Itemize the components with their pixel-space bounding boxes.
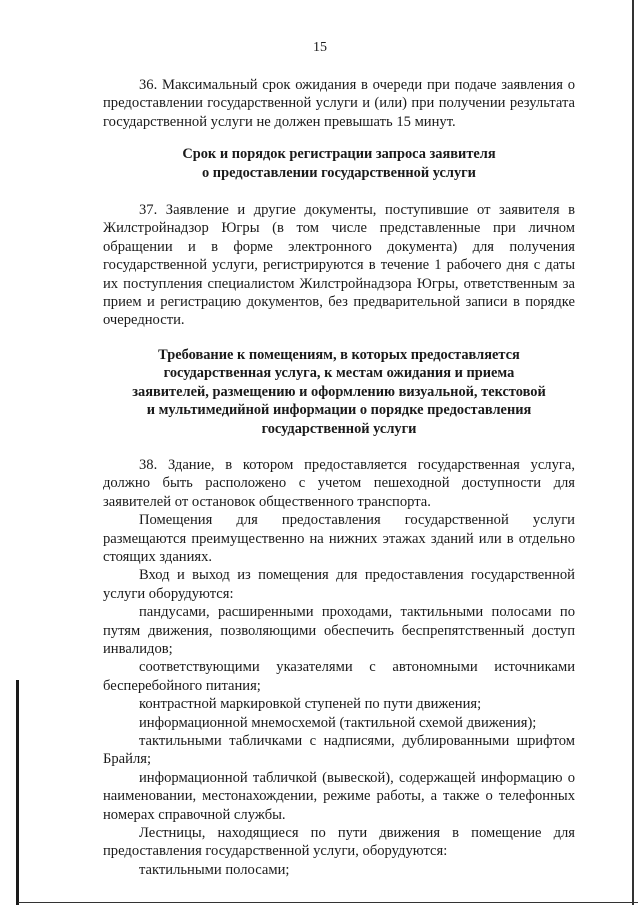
page-number: 15 — [313, 40, 327, 55]
list-item-mnemo: информационной мнемосхемой (тактильной схемой движения); — [139, 714, 537, 731]
document-body — [103, 76, 575, 879]
scan-edge-bottom — [18, 902, 638, 903]
heading-line: заявителей, размещению и оформлению визуальной, текстовой — [132, 383, 546, 400]
heading-line: Требование к помещениям, в которых предоставляется — [158, 346, 520, 363]
list-item-signs: соответствующими указателями с автономными источниками бесперебойного питания; — [103, 659, 575, 694]
section-heading-premises — [103, 346, 575, 438]
list-item-contrast: контрастной маркировкой ступеней по пути движения; — [139, 696, 482, 713]
heading-line: о предоставлении государственной услуги — [202, 164, 476, 181]
paragraph-37: 37. Заявление и другие документы, поступившие от заявителя в Жилстройнадзор Югры (в том числе представленные при личном обращении и в форме электронного документа) для получения государственной услуги, регистрируются в течение 1 рабочего дня с даты их поступления специалистом Жилстройнадзора Югры, ответственным за прием и регистрацию документов, без предварительной записи в порядке очередности. — [103, 202, 575, 329]
list-item-tactile-plates: тактильными табличками с надписями, дублированными шрифтом Брайля; — [103, 733, 575, 768]
list-item-tactile-strips: тактильными полосами; — [139, 861, 290, 878]
paragraph-38-rooms: Помещения для предоставления государственной услуги размещаются преимущественно на нижних этажах зданий или в отдельно стоящих зданиях. — [103, 512, 575, 565]
paragraph-38-stairs: Лестницы, находящиеся по пути движения в помещение для предоставления государственной услуги, оборудуются: — [103, 825, 575, 860]
heading-line: государственная услуга, к местам ожидания и приема — [163, 365, 515, 382]
scan-edge-right — [632, 0, 634, 905]
heading-line: государственной услуги — [261, 420, 417, 437]
section-heading-registration — [103, 145, 575, 182]
list-item-ramps: пандусами, расширенными проходами, тактильными полосами по путям движения, позволяющими обеспечить беспрепятственный доступ инвалидов; — [103, 604, 575, 657]
paragraph-36: 36. Максимальный срок ожидания в очереди при подаче заявления о предоставлении государственной услуги и (или) при получении результата государственной услуги не должен превышать 15 минут. — [103, 77, 575, 130]
scan-edge-left — [16, 680, 19, 905]
list-item-info-plate: информационной табличкой (вывеской), содержащей информацию о наименовании, местонахождении, режиме работы, а также о телефонных номерах справочной службы. — [103, 769, 575, 823]
heading-line: и мультимедийной информации о порядке предоставления — [146, 402, 532, 419]
paragraph-38-entrance: Вход и выход из помещения для предоставления государственной услуги оборудуются: — [103, 567, 575, 602]
paragraph-38: 38. Здание, в котором предоставляется государственная услуга, должно быть расположено с учетом пешеходной доступности для заявителей от остановок общественного транспорта. — [103, 456, 575, 510]
heading-line: Срок и порядок регистрации запроса заявителя — [182, 146, 496, 163]
